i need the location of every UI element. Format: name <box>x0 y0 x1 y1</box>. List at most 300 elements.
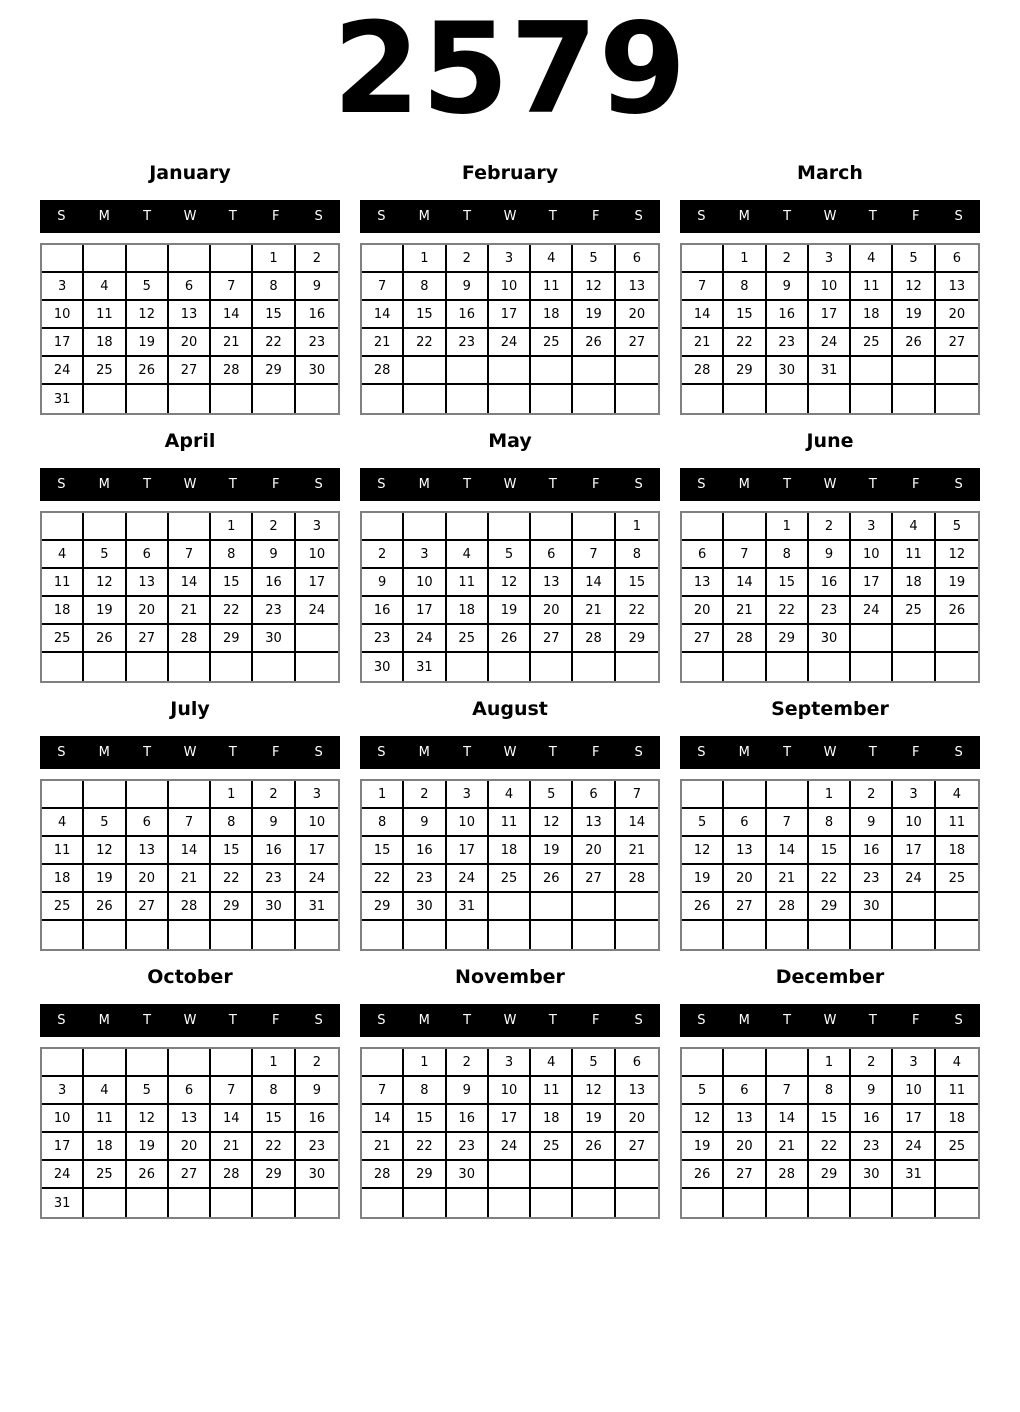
weekday-label: M <box>98 477 110 492</box>
day-cell: 16 <box>851 837 893 865</box>
month-block <box>680 698 980 951</box>
day-cell: 17 <box>447 837 489 865</box>
weekday-label: T <box>868 745 877 760</box>
day-cell: 28 <box>211 357 253 385</box>
day-cell: 9 <box>447 273 489 301</box>
empty-day-cell <box>767 385 809 413</box>
empty-day-cell <box>616 1161 658 1189</box>
weekday-label: S <box>377 1013 386 1028</box>
week-row <box>362 301 658 329</box>
empty-day-cell <box>851 1189 893 1217</box>
day-cell: 29 <box>724 357 766 385</box>
weekday-label: W <box>823 477 837 492</box>
month-title: April <box>164 430 216 452</box>
empty-day-cell <box>936 357 978 385</box>
day-cell: 1 <box>211 513 253 541</box>
day-cell: 5 <box>531 781 573 809</box>
empty-day-cell <box>531 513 573 541</box>
empty-day-cell <box>573 513 615 541</box>
day-cell: 10 <box>296 541 338 569</box>
day-cell: 13 <box>616 273 658 301</box>
weekday-label: W <box>183 209 197 224</box>
week-row <box>42 837 338 865</box>
day-cell: 5 <box>84 541 126 569</box>
day-cell: 20 <box>169 1133 211 1161</box>
weekday-label: T <box>228 477 237 492</box>
day-cell: 28 <box>724 625 766 653</box>
week-row <box>42 329 338 357</box>
weekday-label: S <box>634 1013 643 1028</box>
day-cell: 31 <box>809 357 851 385</box>
week-row <box>682 809 978 837</box>
empty-day-cell <box>531 921 573 949</box>
empty-day-cell <box>573 893 615 921</box>
day-cell: 29 <box>809 1161 851 1189</box>
day-cell: 25 <box>851 329 893 357</box>
day-cell: 23 <box>447 1133 489 1161</box>
weekday-label: T <box>143 477 152 492</box>
day-cell: 14 <box>616 809 658 837</box>
empty-day-cell <box>893 357 935 385</box>
weekday-label: T <box>463 209 472 224</box>
day-cell: 25 <box>893 597 935 625</box>
day-cell: 15 <box>404 301 446 329</box>
day-cell: 6 <box>724 809 766 837</box>
day-cell: 26 <box>84 893 126 921</box>
day-cell: 4 <box>531 245 573 273</box>
day-cell: 7 <box>682 273 724 301</box>
day-cell: 1 <box>616 513 658 541</box>
weekday-label: M <box>418 1013 430 1028</box>
week-row <box>682 1105 978 1133</box>
day-cell: 9 <box>809 541 851 569</box>
month-title: September <box>771 698 889 720</box>
day-cell: 14 <box>573 569 615 597</box>
empty-day-cell <box>489 921 531 949</box>
day-cell: 12 <box>489 569 531 597</box>
day-cell: 26 <box>893 329 935 357</box>
day-cell: 16 <box>253 569 295 597</box>
empty-day-cell <box>253 1189 295 1217</box>
day-cell: 30 <box>851 893 893 921</box>
day-cell: 30 <box>851 1161 893 1189</box>
weekday-label: S <box>634 209 643 224</box>
day-cell: 19 <box>84 597 126 625</box>
weekday-label: S <box>634 745 643 760</box>
day-cell: 20 <box>724 865 766 893</box>
empty-day-cell <box>489 357 531 385</box>
day-cell: 9 <box>851 1077 893 1105</box>
weekday-label: F <box>911 477 920 492</box>
empty-day-cell <box>531 893 573 921</box>
weekday-label: S <box>954 1013 963 1028</box>
weekday-header <box>680 200 980 233</box>
day-cell: 24 <box>893 865 935 893</box>
weekday-label: F <box>271 477 280 492</box>
day-cell: 14 <box>767 837 809 865</box>
weekday-label: M <box>738 745 750 760</box>
day-cell: 10 <box>893 809 935 837</box>
day-cell: 10 <box>893 1077 935 1105</box>
day-cell: 22 <box>404 329 446 357</box>
empty-day-cell <box>127 781 169 809</box>
day-cell: 8 <box>362 809 404 837</box>
day-cell: 18 <box>936 837 978 865</box>
day-cell: 26 <box>573 1133 615 1161</box>
weekday-label: T <box>783 745 792 760</box>
weekday-header <box>40 468 340 501</box>
day-cell: 6 <box>616 1049 658 1077</box>
day-cell: 16 <box>253 837 295 865</box>
weekday-label: S <box>697 1013 706 1028</box>
weekday-label: S <box>377 209 386 224</box>
weekday-header <box>360 200 660 233</box>
weekday-label: T <box>548 745 557 760</box>
day-cell: 14 <box>211 1105 253 1133</box>
empty-day-cell <box>724 513 766 541</box>
empty-day-cell <box>169 653 211 681</box>
day-cell: 12 <box>531 809 573 837</box>
day-cell: 23 <box>362 625 404 653</box>
day-cell: 16 <box>296 301 338 329</box>
empty-day-cell <box>296 385 338 413</box>
day-cell: 15 <box>724 301 766 329</box>
week-row <box>42 569 338 597</box>
empty-day-cell <box>573 653 615 681</box>
weekday-label: T <box>228 209 237 224</box>
month-title: August <box>472 698 548 720</box>
day-cell: 5 <box>573 245 615 273</box>
day-cell: 7 <box>362 273 404 301</box>
weekday-label: S <box>697 209 706 224</box>
day-cell: 20 <box>127 597 169 625</box>
week-row <box>682 1077 978 1105</box>
empty-day-cell <box>84 653 126 681</box>
day-cell: 10 <box>296 809 338 837</box>
empty-day-cell <box>211 653 253 681</box>
week-row <box>362 569 658 597</box>
day-cell: 19 <box>936 569 978 597</box>
day-cell: 9 <box>767 273 809 301</box>
weekday-label: T <box>228 1013 237 1028</box>
month-block <box>360 430 660 683</box>
day-cell: 12 <box>84 837 126 865</box>
weekday-label: M <box>98 745 110 760</box>
weekday-label: F <box>911 745 920 760</box>
empty-day-cell <box>84 1049 126 1077</box>
week-row <box>682 653 978 681</box>
day-cell: 31 <box>447 893 489 921</box>
day-cell: 8 <box>211 809 253 837</box>
day-cell: 2 <box>404 781 446 809</box>
week-row <box>362 1189 658 1217</box>
empty-day-cell <box>809 1189 851 1217</box>
day-cell: 27 <box>169 1161 211 1189</box>
empty-day-cell <box>682 921 724 949</box>
week-row <box>682 597 978 625</box>
day-cell: 23 <box>809 597 851 625</box>
day-cell: 30 <box>253 893 295 921</box>
empty-day-cell <box>573 385 615 413</box>
empty-day-cell <box>296 625 338 653</box>
day-cell: 19 <box>682 865 724 893</box>
day-cell: 26 <box>531 865 573 893</box>
day-cell: 21 <box>767 1133 809 1161</box>
day-cell: 8 <box>253 1077 295 1105</box>
weekday-label: S <box>57 209 66 224</box>
day-cell: 2 <box>851 1049 893 1077</box>
week-row <box>362 245 658 273</box>
day-cell: 3 <box>404 541 446 569</box>
empty-day-cell <box>296 1189 338 1217</box>
empty-day-cell <box>404 357 446 385</box>
day-cell: 28 <box>362 1161 404 1189</box>
day-cell: 4 <box>84 273 126 301</box>
empty-day-cell <box>447 513 489 541</box>
day-cell: 18 <box>489 837 531 865</box>
day-cell: 4 <box>447 541 489 569</box>
day-cell: 11 <box>893 541 935 569</box>
day-cell: 7 <box>211 273 253 301</box>
date-grid <box>360 243 660 415</box>
empty-day-cell <box>211 921 253 949</box>
date-grid <box>40 1047 340 1219</box>
weekday-label: S <box>57 1013 66 1028</box>
day-cell: 21 <box>682 329 724 357</box>
day-cell: 24 <box>42 1161 84 1189</box>
day-cell: 25 <box>42 893 84 921</box>
day-cell: 10 <box>809 273 851 301</box>
day-cell: 4 <box>936 781 978 809</box>
month-title: June <box>806 430 854 452</box>
empty-day-cell <box>809 385 851 413</box>
day-cell: 3 <box>893 1049 935 1077</box>
day-cell: 4 <box>84 1077 126 1105</box>
day-cell: 17 <box>404 597 446 625</box>
date-grid <box>40 779 340 951</box>
empty-day-cell <box>489 513 531 541</box>
weekday-label: S <box>954 209 963 224</box>
day-cell: 29 <box>809 893 851 921</box>
day-cell: 6 <box>127 809 169 837</box>
day-cell: 23 <box>851 1133 893 1161</box>
day-cell: 1 <box>767 513 809 541</box>
day-cell: 17 <box>296 837 338 865</box>
month-title: July <box>170 698 210 720</box>
empty-day-cell <box>169 1049 211 1077</box>
empty-day-cell <box>616 653 658 681</box>
empty-day-cell <box>211 1189 253 1217</box>
day-cell: 8 <box>253 273 295 301</box>
day-cell: 19 <box>573 301 615 329</box>
day-cell: 16 <box>447 1105 489 1133</box>
day-cell: 17 <box>851 569 893 597</box>
day-cell: 7 <box>573 541 615 569</box>
date-grid <box>360 1047 660 1219</box>
weekday-label: M <box>418 209 430 224</box>
day-cell: 13 <box>169 1105 211 1133</box>
weekday-label: T <box>143 745 152 760</box>
day-cell: 27 <box>127 893 169 921</box>
weekday-label: S <box>314 209 323 224</box>
day-cell: 18 <box>42 597 84 625</box>
day-cell: 2 <box>296 245 338 273</box>
empty-day-cell <box>42 653 84 681</box>
day-cell: 24 <box>893 1133 935 1161</box>
day-cell: 19 <box>127 1133 169 1161</box>
day-cell: 4 <box>531 1049 573 1077</box>
day-cell: 25 <box>531 1133 573 1161</box>
empty-day-cell <box>682 1049 724 1077</box>
day-cell: 11 <box>489 809 531 837</box>
empty-day-cell <box>809 921 851 949</box>
day-cell: 1 <box>253 1049 295 1077</box>
weekday-label: T <box>783 477 792 492</box>
week-row <box>362 625 658 653</box>
week-row <box>42 597 338 625</box>
week-row <box>362 329 658 357</box>
day-cell: 28 <box>767 1161 809 1189</box>
day-cell: 5 <box>682 809 724 837</box>
day-cell: 16 <box>296 1105 338 1133</box>
week-row <box>362 597 658 625</box>
empty-day-cell <box>531 1161 573 1189</box>
day-cell: 27 <box>531 625 573 653</box>
empty-day-cell <box>169 245 211 273</box>
day-cell: 19 <box>682 1133 724 1161</box>
day-cell: 29 <box>253 1161 295 1189</box>
date-grid <box>680 779 980 951</box>
day-cell: 24 <box>296 597 338 625</box>
day-cell: 12 <box>936 541 978 569</box>
day-cell: 22 <box>616 597 658 625</box>
weekday-label: T <box>143 209 152 224</box>
day-cell: 25 <box>936 865 978 893</box>
day-cell: 1 <box>253 245 295 273</box>
weekday-label: S <box>377 745 386 760</box>
empty-day-cell <box>169 781 211 809</box>
day-cell: 24 <box>296 865 338 893</box>
empty-day-cell <box>724 781 766 809</box>
day-cell: 3 <box>851 513 893 541</box>
day-cell: 11 <box>84 301 126 329</box>
weekday-header <box>40 1004 340 1037</box>
day-cell: 22 <box>211 865 253 893</box>
day-cell: 26 <box>936 597 978 625</box>
empty-day-cell <box>851 625 893 653</box>
day-cell: 4 <box>489 781 531 809</box>
empty-day-cell <box>84 513 126 541</box>
weekday-header <box>360 1004 660 1037</box>
day-cell: 18 <box>84 329 126 357</box>
empty-day-cell <box>936 625 978 653</box>
weekday-label: T <box>868 209 877 224</box>
weekday-label: S <box>57 745 66 760</box>
week-row <box>42 865 338 893</box>
date-grid <box>680 511 980 683</box>
day-cell: 10 <box>42 301 84 329</box>
week-row <box>362 541 658 569</box>
empty-day-cell <box>362 245 404 273</box>
empty-day-cell <box>253 921 295 949</box>
weekday-label: T <box>548 1013 557 1028</box>
day-cell: 15 <box>809 1105 851 1133</box>
week-row <box>682 893 978 921</box>
day-cell: 8 <box>404 273 446 301</box>
weekday-label: M <box>418 477 430 492</box>
day-cell: 5 <box>127 273 169 301</box>
day-cell: 23 <box>253 597 295 625</box>
week-row <box>42 1161 338 1189</box>
week-row <box>362 273 658 301</box>
day-cell: 26 <box>84 625 126 653</box>
day-cell: 6 <box>169 1077 211 1105</box>
day-cell: 20 <box>616 1105 658 1133</box>
empty-day-cell <box>84 1189 126 1217</box>
weekday-label: W <box>503 745 517 760</box>
day-cell: 9 <box>296 1077 338 1105</box>
empty-day-cell <box>169 513 211 541</box>
empty-day-cell <box>127 1049 169 1077</box>
day-cell: 3 <box>893 781 935 809</box>
week-row <box>682 541 978 569</box>
day-cell: 10 <box>851 541 893 569</box>
empty-day-cell <box>404 921 446 949</box>
empty-day-cell <box>169 1189 211 1217</box>
empty-day-cell <box>936 653 978 681</box>
weekday-label: S <box>314 745 323 760</box>
day-cell: 6 <box>169 273 211 301</box>
empty-day-cell <box>767 1049 809 1077</box>
day-cell: 9 <box>447 1077 489 1105</box>
day-cell: 14 <box>682 301 724 329</box>
month-title: October <box>147 966 233 988</box>
day-cell: 11 <box>851 273 893 301</box>
weekday-label: S <box>377 477 386 492</box>
day-cell: 18 <box>936 1105 978 1133</box>
week-row <box>682 865 978 893</box>
date-grid <box>360 511 660 683</box>
day-cell: 1 <box>809 781 851 809</box>
day-cell: 8 <box>616 541 658 569</box>
week-row <box>42 1077 338 1105</box>
day-cell: 30 <box>296 1161 338 1189</box>
day-cell: 30 <box>296 357 338 385</box>
day-cell: 10 <box>42 1105 84 1133</box>
day-cell: 14 <box>169 569 211 597</box>
day-cell: 14 <box>211 301 253 329</box>
day-cell: 11 <box>42 837 84 865</box>
empty-day-cell <box>404 513 446 541</box>
month-block <box>360 162 660 415</box>
day-cell: 28 <box>573 625 615 653</box>
day-cell: 13 <box>682 569 724 597</box>
day-cell: 1 <box>362 781 404 809</box>
day-cell: 27 <box>936 329 978 357</box>
empty-day-cell <box>893 625 935 653</box>
weekday-label: W <box>503 209 517 224</box>
day-cell: 2 <box>253 781 295 809</box>
day-cell: 17 <box>893 1105 935 1133</box>
day-cell: 18 <box>84 1133 126 1161</box>
weekday-label: W <box>503 477 517 492</box>
empty-day-cell <box>404 1189 446 1217</box>
day-cell: 21 <box>362 329 404 357</box>
day-cell: 27 <box>724 1161 766 1189</box>
empty-day-cell <box>42 245 84 273</box>
empty-day-cell <box>724 653 766 681</box>
day-cell: 11 <box>936 1077 978 1105</box>
